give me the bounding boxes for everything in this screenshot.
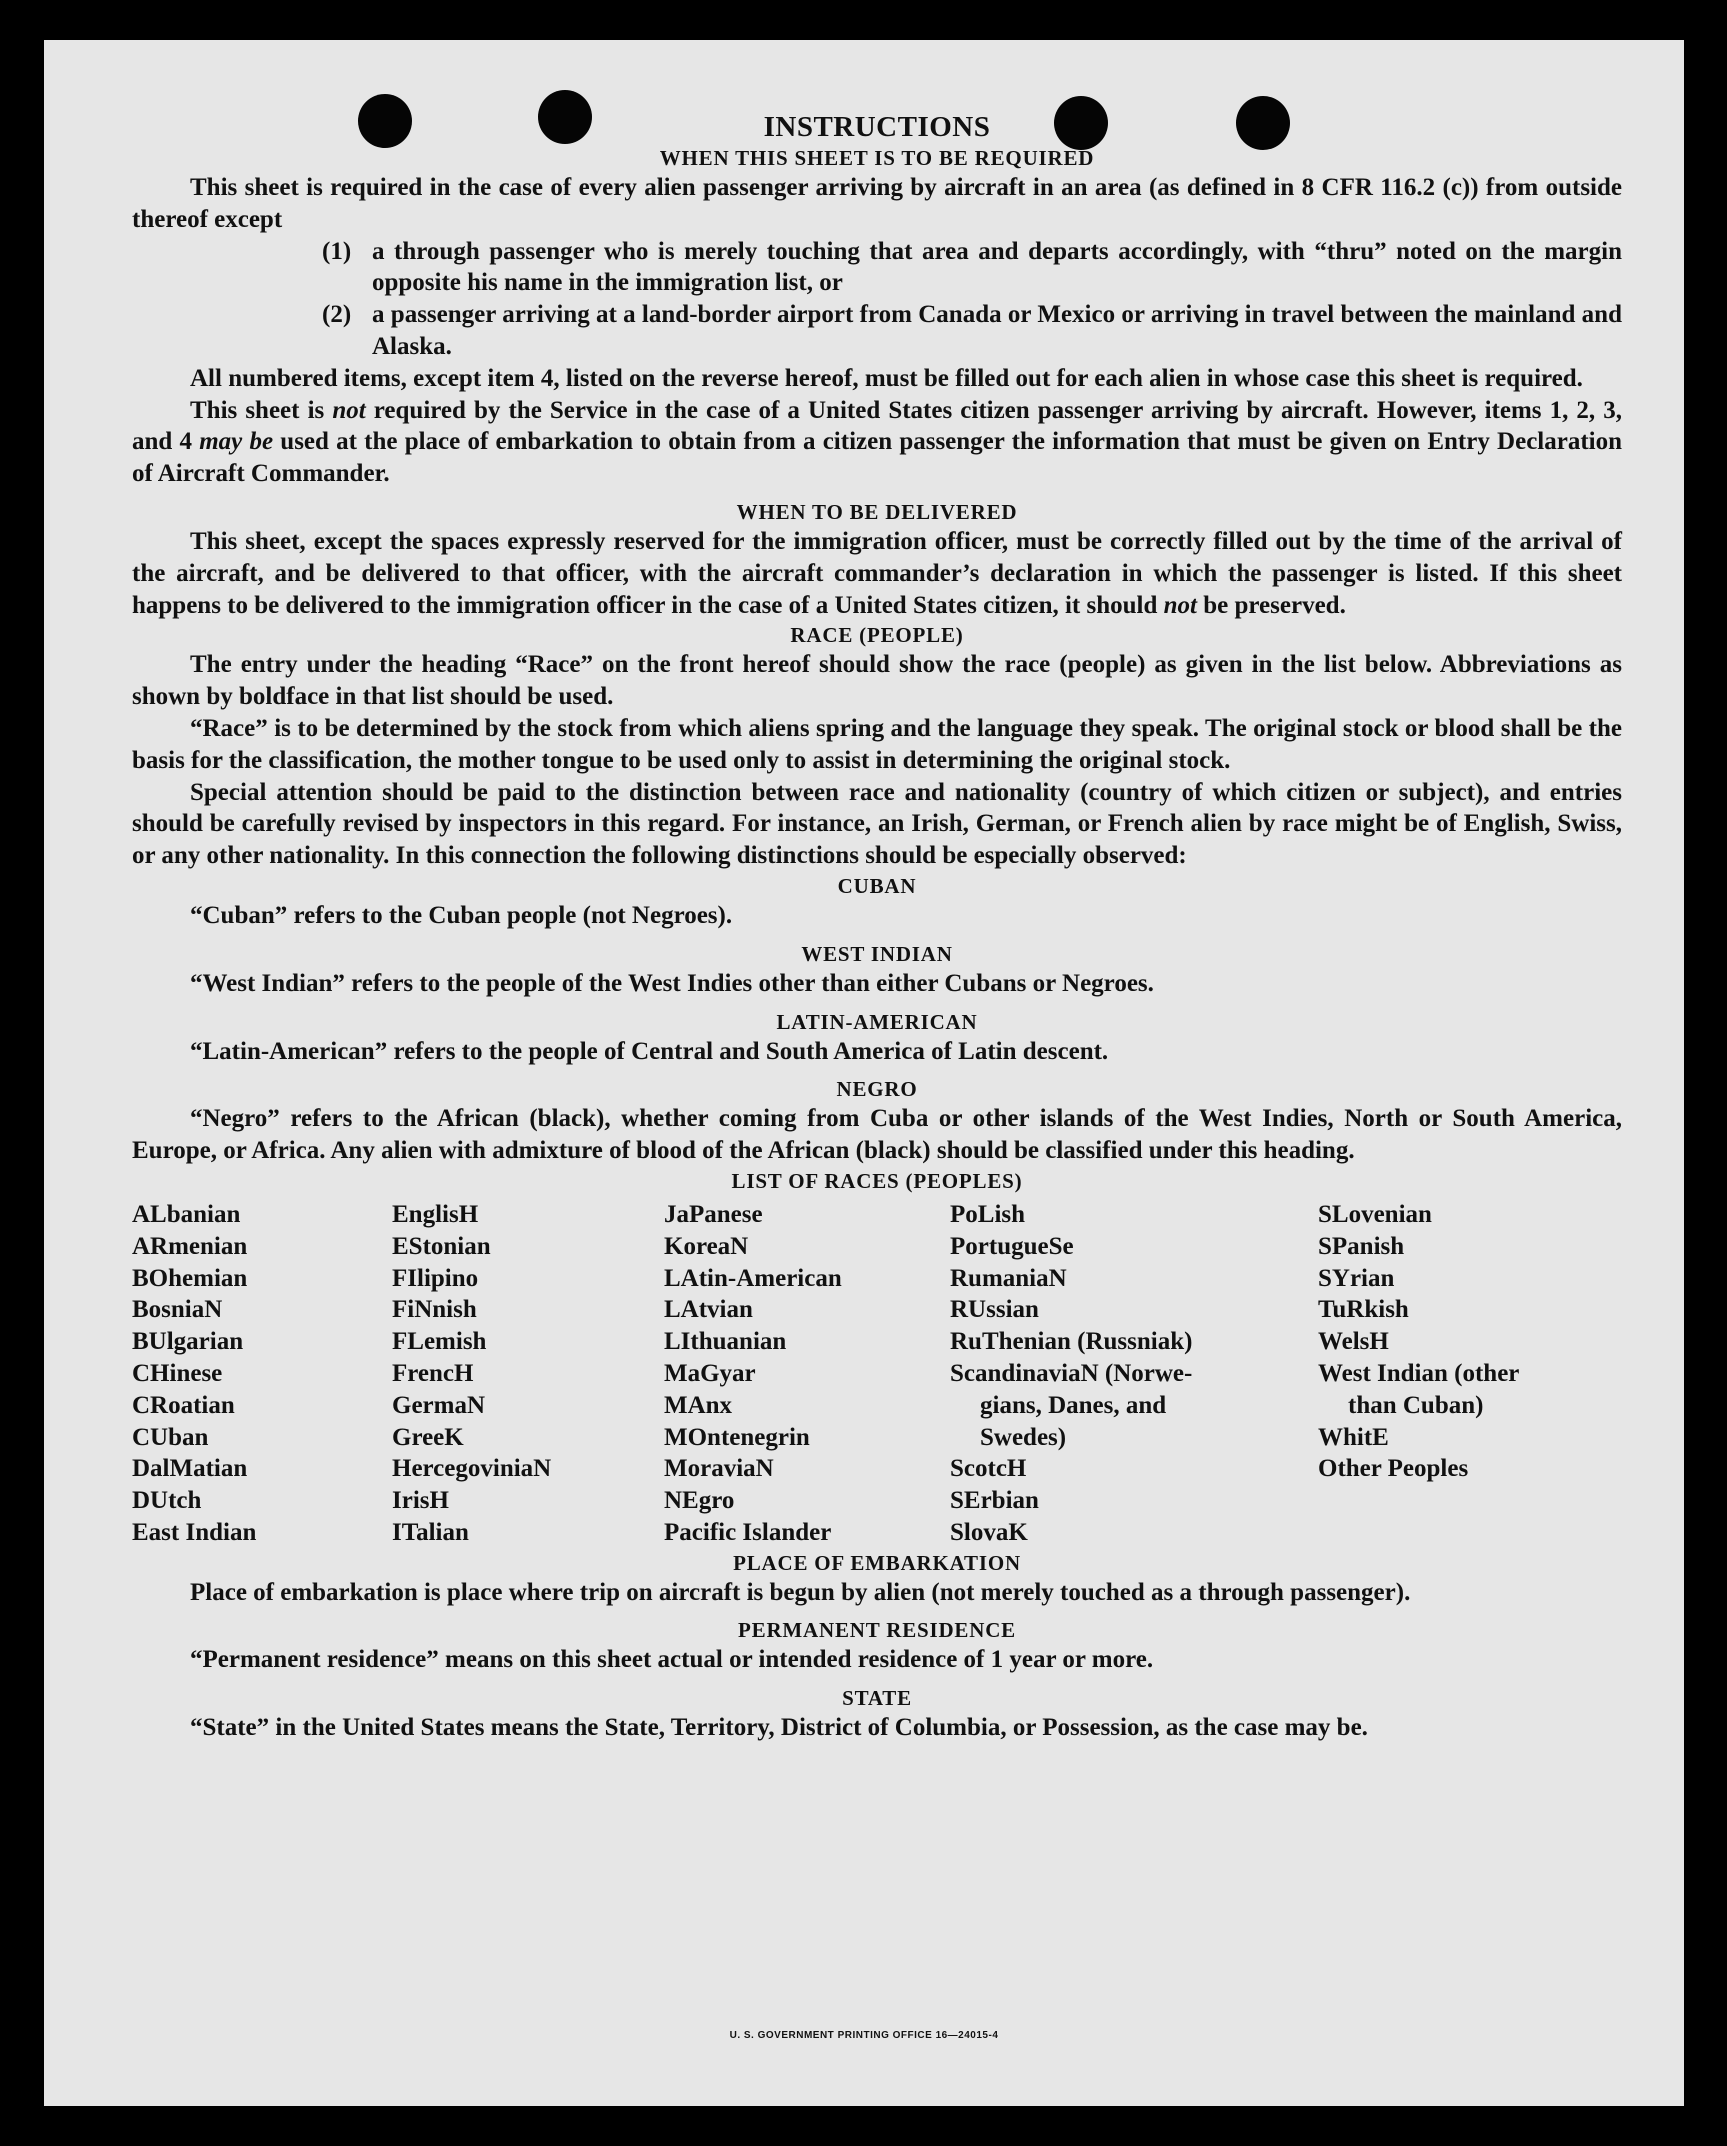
paragraph: “Cuban” refers to the Cuban people (not Negroes). <box>190 901 733 929</box>
list-item: (1) a through passenger who is merely touching that area and departs accordingly, with “thru” noted on the margin opposite his name in the immigration list, or <box>322 237 1622 297</box>
section-heading: CUBAN <box>837 873 917 898</box>
race-item: ARmenian <box>132 1232 248 1260</box>
race-item: RuThenian (Russniak) <box>950 1328 1193 1356</box>
race-item: Other Peoples <box>1318 1455 1469 1483</box>
page-title: INSTRUCTIONS <box>763 111 991 143</box>
section-heading: NEGRO <box>836 1077 918 1102</box>
race-item: LIthuanian <box>664 1328 787 1356</box>
paragraph: This sheet is required in the case of every alien passenger arriving by aircraft in an area (as defined in 8 CFR 116.2 (c)) from outside thereof except <box>132 174 1622 233</box>
race-item: FLemish <box>392 1328 487 1356</box>
race-item: RumaniaN <box>950 1264 1067 1292</box>
race-item: SErbian <box>950 1487 1039 1515</box>
race-item: JaPanese <box>664 1200 763 1228</box>
race-item: than Cuban) <box>1348 1391 1484 1419</box>
race-item: PoLish <box>950 1200 1026 1228</box>
race-item: MOntenegrin <box>664 1423 810 1451</box>
race-item: RUssian <box>950 1296 1039 1324</box>
paragraph: “State” in the United States means the State, Territory, District of Columbia, or Possession, as the case may be. <box>190 1714 1368 1742</box>
paragraph: “West Indian” refers to the people of the West Indies other than either Cubans or Negroes. <box>190 969 1154 997</box>
race-item: FiNnish <box>392 1296 477 1324</box>
paragraph: The entry under the heading “Race” on the front hereof should show the race (people) as given in the list below. Abbreviations as shown by boldface in that list should be used. <box>132 651 1622 711</box>
section-heading: WEST INDIAN <box>801 941 953 966</box>
paragraph: “Latin-American” refers to the people of Central and South America of Latin descent. <box>190 1037 1109 1065</box>
race-item: SLovenian <box>1318 1200 1432 1228</box>
race-item: NEgro <box>664 1487 735 1515</box>
race-item: LAtvian <box>664 1296 753 1324</box>
paragraph: This sheet is not required by the Service in the case of a United States citizen passenger arriving by aircraft. However, items 1, 2, 3, and 4 may be used at the place of embarkation to obtain from a citizen passenger the information that must be given on Entry Declaration of Aircraft Commander. <box>132 396 1623 488</box>
printer-footer: U. S. GOVERNMENT PRINTING OFFICE 16—24015-4 <box>729 2030 999 2041</box>
race-item: BOhemian <box>132 1264 248 1292</box>
race-item: ITalian <box>392 1518 469 1546</box>
paragraph: Place of embarkation is place where trip on aircraft is begun by alien (not merely touched as a through passenger). <box>190 1578 1411 1606</box>
race-item: EStonian <box>392 1232 491 1260</box>
section-heading: RACE (PEOPLE) <box>790 623 964 648</box>
race-item: CUban <box>132 1423 209 1451</box>
paragraph: “Negro” refers to the African (black), whether coming from Cuba or other islands of the West Indies, North or South America, Europe, or Africa. Any alien with admixture of blood of the African (black) should be classified under this heading. <box>132 1105 1622 1165</box>
paragraph: “Permanent residence” means on this sheet actual or intended residence of 1 year or more. <box>190 1646 1154 1674</box>
race-column <box>392 1199 664 1549</box>
section-heading: PLACE OF EMBARKATION <box>733 1550 1021 1575</box>
race-item: BosniaN <box>132 1296 223 1324</box>
paragraph: Special attention should be paid to the distinction between race and nationality (country of which citizen or subject), and entries should be carefully revised by inspectors in this regard. For instance, an Irish, German, or French alien by race might be of English, Swiss, or any other nationality. In this connection the following distinctions should be especially observed: <box>132 778 1622 870</box>
paragraph: “Race” is to be determined by the stock from which aliens spring and the language they speak. The original stock or blood shall be the basis for the classification, the mother tongue to be used only to assist in determining the original stock. <box>132 714 1622 774</box>
race-column <box>664 1199 950 1549</box>
race-item: FrencH <box>392 1359 474 1387</box>
race-list <box>132 1199 1622 1549</box>
section-heading: WHEN TO BE DELIVERED <box>736 499 1018 524</box>
race-column <box>950 1199 1318 1549</box>
section-heading: WHEN THIS SHEET IS TO BE REQUIRED <box>659 146 1095 170</box>
paragraph: This sheet, except the spaces expressly reserved for the immigration officer, must be correctly filled out by the time of the arrival of the aircraft, and be delivered to that officer, with the aircraft commander’s declaration in which the passenger is listed. If this sheet happens to be delivered to the immigration officer in the case of a United States citizen, it should not be preserved. <box>132 527 1622 619</box>
section-heading: LATIN-AMERICAN <box>776 1009 978 1034</box>
race-item: ScandinaviaN (Norwe- <box>950 1359 1193 1387</box>
race-item: KoreaN <box>664 1232 749 1260</box>
document-page <box>44 40 1684 2106</box>
race-item: PortugueSe <box>950 1232 1074 1260</box>
instructions-content <box>132 110 1622 1744</box>
race-item: ScotcH <box>950 1455 1027 1483</box>
race-item: CRoatian <box>132 1391 235 1419</box>
race-item: LAtin-American <box>664 1264 842 1292</box>
race-item: WhitE <box>1318 1423 1389 1451</box>
race-item: WelsH <box>1318 1328 1389 1356</box>
race-item: TuRkish <box>1318 1296 1409 1324</box>
race-item: DalMatian <box>132 1455 248 1483</box>
race-item: GreeK <box>392 1423 464 1451</box>
race-column <box>1318 1199 1622 1549</box>
race-item: East Indian <box>132 1518 257 1546</box>
paragraph: All numbered items, except item 4, listed on the reverse hereof, must be filled out for each alien in whose case this sheet is required. <box>190 364 1583 392</box>
race-item: SPanish <box>1318 1232 1405 1260</box>
race-item: IrisH <box>392 1487 449 1515</box>
race-item: DUtch <box>132 1487 202 1515</box>
race-item: SlovaK <box>950 1518 1028 1546</box>
race-item: gians, Danes, and <box>980 1391 1167 1419</box>
race-item: West Indian (other <box>1318 1359 1520 1387</box>
race-item: Swedes) <box>980 1423 1067 1451</box>
race-item: GermaN <box>392 1391 486 1419</box>
race-item: CHinese <box>132 1359 223 1387</box>
section-heading: STATE <box>842 1686 912 1711</box>
race-item: MAnx <box>664 1391 733 1419</box>
race-item: BUlgarian <box>132 1328 244 1356</box>
section-heading: LIST OF RACES (PEOPLES) <box>731 1168 1023 1193</box>
section-heading: PERMANENT RESIDENCE <box>738 1618 1016 1643</box>
race-item: MaGyar <box>664 1359 756 1387</box>
race-item: FIlipino <box>392 1264 479 1292</box>
list-item: (2) a passenger arriving at a land-border airport from Canada or Mexico or arriving in travel between the mainland and Alaska. <box>322 301 1622 360</box>
race-item: SYrian <box>1318 1264 1395 1292</box>
race-item: EnglisH <box>392 1200 479 1228</box>
race-item: HercegoviniaN <box>392 1455 552 1483</box>
race-column <box>132 1199 392 1549</box>
race-item: Pacific Islander <box>664 1518 832 1546</box>
race-item: ALbanian <box>132 1200 241 1228</box>
race-item: MoraviaN <box>664 1455 774 1483</box>
